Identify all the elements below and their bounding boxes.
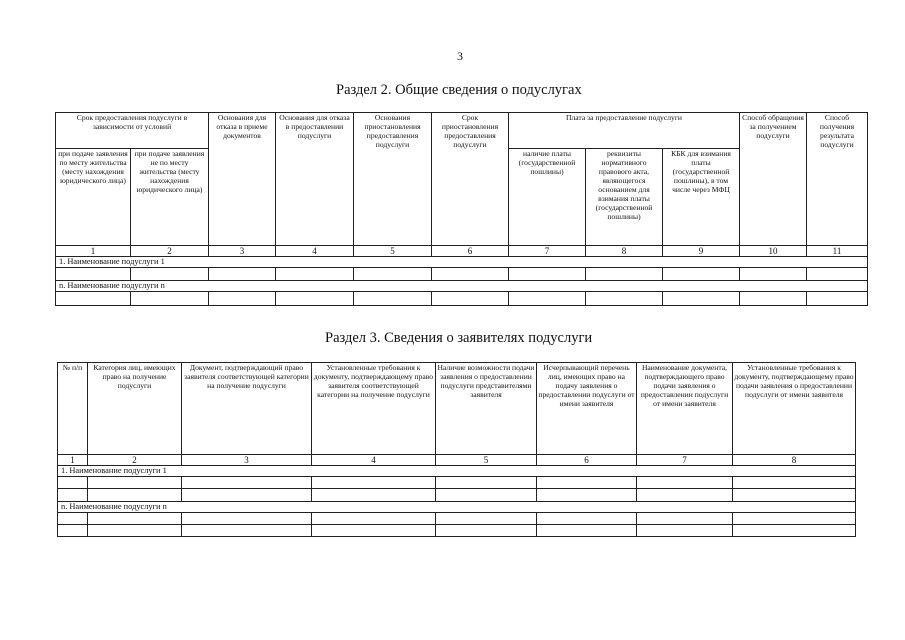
column-number: 8 [586, 246, 663, 257]
table-cell [436, 477, 537, 489]
table-row [58, 525, 856, 537]
table-cell [312, 513, 436, 525]
table-cell [312, 477, 436, 489]
table-cell [509, 292, 586, 306]
table-cell [537, 513, 637, 525]
table-cell [88, 525, 182, 537]
header-fee-presence: наличие платы (государственной пошлины) [509, 149, 586, 246]
table-cell [663, 268, 740, 281]
subservice-group-row: n. Наименование подуслуги n [58, 502, 856, 513]
column-number: 9 [663, 246, 740, 257]
table-cell [56, 292, 131, 306]
section-3-table [57, 362, 856, 537]
table-cell [58, 489, 88, 502]
table-cell [354, 268, 432, 281]
table-cell [436, 489, 537, 502]
column-number: 7 [509, 246, 586, 257]
table-cell [354, 292, 432, 306]
table-cell [182, 477, 312, 489]
header-refusal-service: Основания для отказа в предоставлении подуслуги [276, 113, 354, 246]
header-refusal-docs: Основания для отказа в приеме документов [209, 113, 276, 246]
table-cell [740, 268, 807, 281]
table-cell [58, 477, 88, 489]
header-right-document-requirements: Установленные требования к документу, подтверждающему право заявителя соответствующей категории на получение подуслуги [312, 363, 436, 455]
table-cell [276, 268, 354, 281]
table-row [56, 268, 868, 281]
table-cell [807, 268, 868, 281]
table-cell [509, 268, 586, 281]
header-authority-document: Наименование документа, подтверждающего право подачи заявления о предоставлении подуслуги от имени заявителя [637, 363, 733, 455]
table-cell [586, 268, 663, 281]
section-2-title: Раздел 2. Общие сведения о подуслугах [336, 82, 582, 98]
table-row [58, 489, 856, 502]
column-number: 4 [276, 246, 354, 257]
column-number: 5 [354, 246, 432, 257]
header-authority-document-requirements: Установленные требования к документу, подтверждающему право подачи заявления о предоставлении подуслуги от имени заявителя [733, 363, 856, 455]
header-term-not-residence: при подаче заявления не по месту жительства (месту нахождения юридического лица) [131, 149, 209, 246]
table-cell [209, 268, 276, 281]
table-cell [586, 292, 663, 306]
header-request-method: Способ обращения за получением подуслуги [740, 113, 807, 246]
table-cell [733, 477, 856, 489]
table-cell [131, 268, 209, 281]
column-number: 2 [131, 246, 209, 257]
column-number-row [56, 246, 868, 257]
column-number: 3 [209, 246, 276, 257]
table-cell [537, 489, 637, 502]
column-number: 6 [432, 246, 509, 257]
header-suspension-term: Срок приостановления предоставления подуслуги [432, 113, 509, 246]
header-representative-possibility: Наличие возможности подачи заявления о предоставлении подуслуги представителями заявителя [436, 363, 537, 455]
table-cell [537, 477, 637, 489]
header-result-method: Способ получения результата подуслуги [807, 113, 868, 246]
table-row [56, 292, 868, 306]
column-number: 1 [58, 455, 88, 466]
page-number: 3 [457, 49, 463, 63]
table-cell [209, 292, 276, 306]
header-fee-group: Плата за предоставление подуслуги [509, 113, 740, 149]
subservice-group-row: n. Наименование подуслуги n [56, 281, 868, 292]
table-cell [733, 513, 856, 525]
header-category: Категория лиц, имеющих право на получение подуслуги [88, 363, 182, 455]
column-number: 5 [436, 455, 537, 466]
header-fee-kbk: КБК для взимания платы (государственной пошлины), в том числе через МФЦ [663, 149, 740, 246]
table-cell [182, 513, 312, 525]
table-cell [131, 292, 209, 306]
header-authorized-persons: Исчерпывающий перечень лиц, имеющих право на подачу заявления о предоставлении подуслуги от имени заявителя [537, 363, 637, 455]
subservice-group-row: 1. Наименование подуслуги 1 [58, 466, 856, 477]
table-cell [637, 525, 733, 537]
table-cell [88, 513, 182, 525]
column-number: 6 [537, 455, 637, 466]
column-number: 1 [56, 246, 131, 257]
column-number: 2 [88, 455, 182, 466]
column-number: 7 [637, 455, 733, 466]
table-cell [182, 525, 312, 537]
section-2-table [55, 112, 868, 306]
column-number: 10 [740, 246, 807, 257]
table-cell [733, 525, 856, 537]
table-row [58, 477, 856, 489]
table-cell [56, 268, 131, 281]
table-cell [88, 489, 182, 502]
column-number: 11 [807, 246, 868, 257]
table-cell [436, 525, 537, 537]
header-term-residence: при подаче заявления по месту жительства (месту нахождения юридического лица) [56, 149, 131, 246]
header-number: № п/п [58, 363, 88, 455]
table-cell [537, 525, 637, 537]
table-cell [637, 513, 733, 525]
table-cell [807, 292, 868, 306]
table-cell [58, 525, 88, 537]
table-cell [88, 477, 182, 489]
table-cell [312, 489, 436, 502]
column-number: 8 [733, 455, 856, 466]
table-cell [733, 489, 856, 502]
table-cell [276, 292, 354, 306]
table-cell [740, 292, 807, 306]
subservice-group-row: 1. Наименование подуслуги 1 [56, 257, 868, 268]
header-term-group: Срок предоставления подуслуги в зависимости от условий [56, 113, 209, 149]
column-number: 3 [182, 455, 312, 466]
table-cell [663, 292, 740, 306]
table-cell [432, 292, 509, 306]
column-number: 4 [312, 455, 436, 466]
table-cell [637, 477, 733, 489]
table-cell [637, 489, 733, 502]
table-cell [432, 268, 509, 281]
section-3-title: Раздел 3. Сведения о заявителях подуслуги [325, 330, 593, 346]
table-cell [436, 513, 537, 525]
header-fee-requisites: реквизиты нормативного правового акта, являющегося основанием для взимания платы (государственной пошлины) [586, 149, 663, 246]
header-suspension-grounds: Основания приостановления предоставления подуслуги [354, 113, 432, 246]
table-cell [182, 489, 312, 502]
table-cell [312, 525, 436, 537]
table-cell [58, 513, 88, 525]
header-right-document: Документ, подтверждающий право заявителя соответствующей категории на получение подуслуги [182, 363, 312, 455]
column-number-row [58, 455, 856, 466]
table-row [58, 513, 856, 525]
